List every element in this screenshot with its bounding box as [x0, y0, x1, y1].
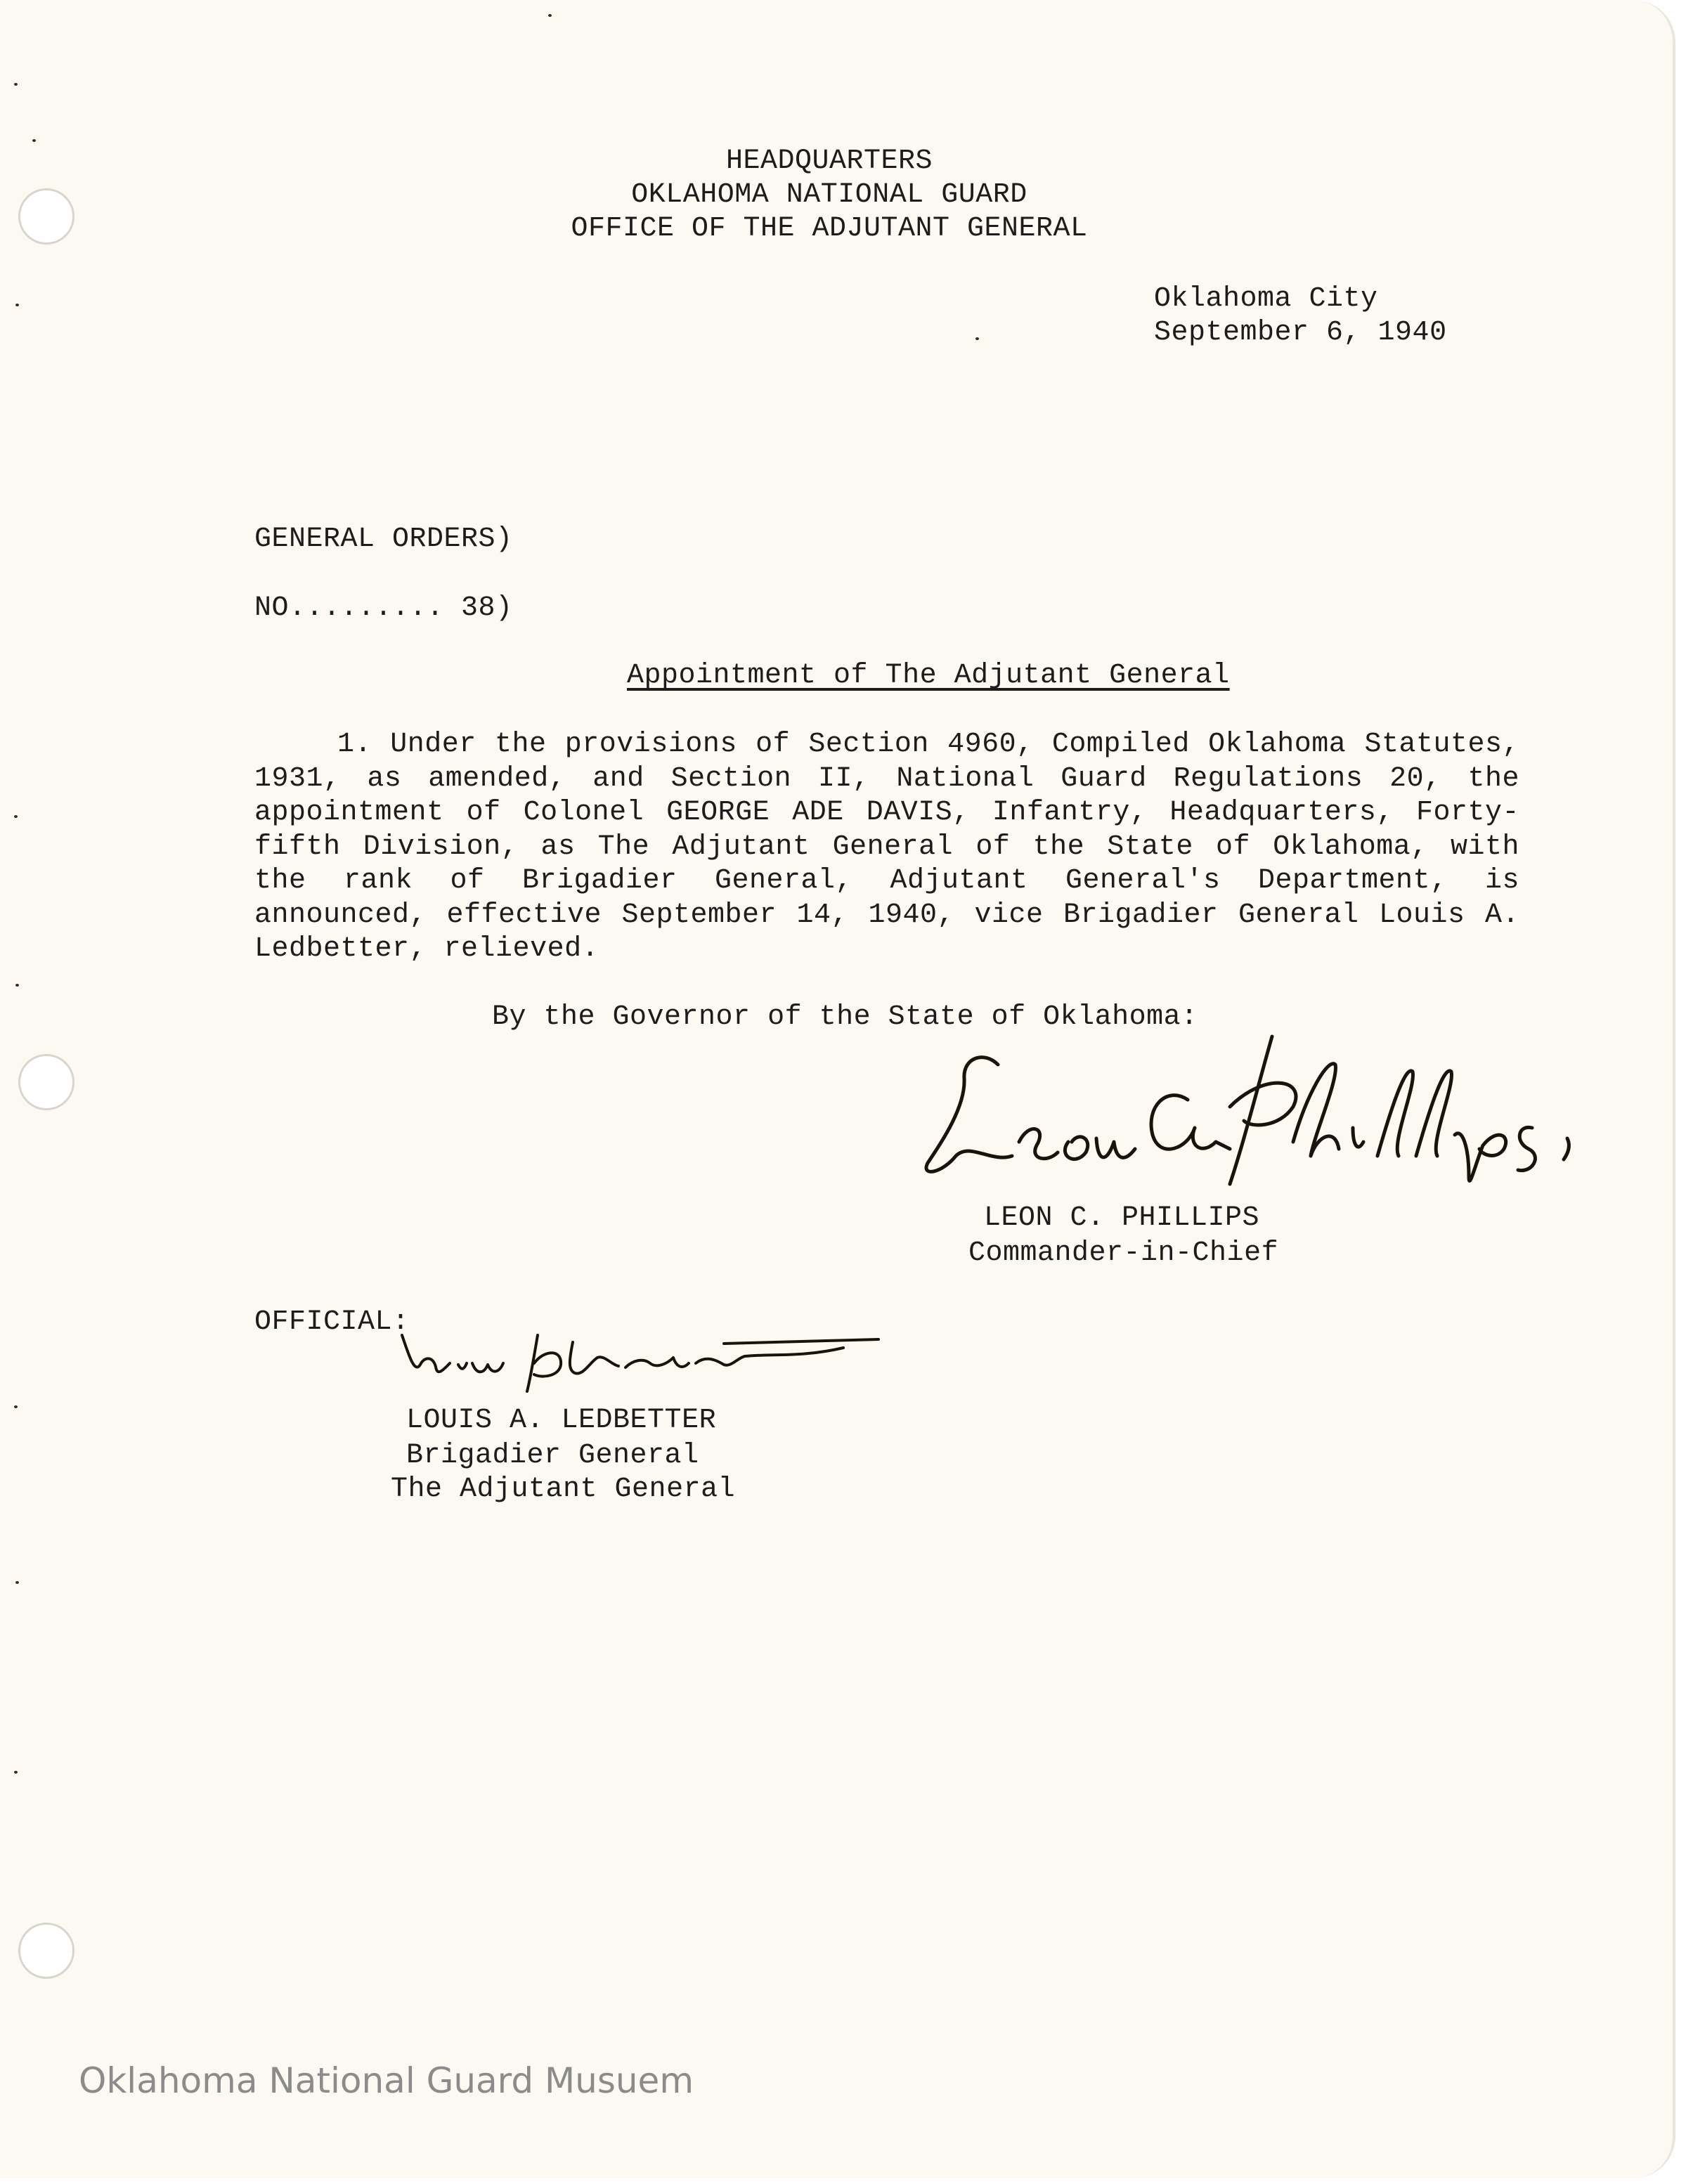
general-orders-label: GENERAL ORDERS) — [254, 524, 513, 555]
official-label: OFFICIAL: — [254, 1306, 410, 1338]
paper-speck — [975, 337, 979, 340]
museum-watermark: Oklahoma National Guard Musuem — [79, 2060, 694, 2101]
date: September 6, 1940 — [1154, 317, 1447, 349]
phillips-title: Commander-in-Chief — [968, 1237, 1279, 1269]
paper-speck — [14, 1771, 18, 1774]
paper-speck — [15, 1581, 19, 1584]
ledbetter-signature — [394, 1314, 900, 1405]
paper-speck — [32, 139, 36, 142]
ledbetter-title: The Adjutant General — [391, 1474, 736, 1505]
phillips-name: LEON C. PHILLIPS — [984, 1202, 1260, 1234]
header-line-2: OKLAHOMA NATIONAL GUARD — [631, 179, 1027, 211]
punch-hole — [18, 1923, 74, 1979]
body-paragraph: 1. Under the provisions of Section 4960, Compiled Oklahoma Statutes, 1931, as amended, and Section II, National Guard Regulations 20, the appointment of Colonel GEORGE ADE DAVIS, Infantry, Headquarters, Forty-fifth Division, as The Adjutant General of the State of Oklahoma, with the rank of Brigadier General, Adjutant General's Department, is announced, effective September 14, 1940, vice Brigadier General Louis A. Ledbetter, relieved. — [254, 729, 1519, 965]
order-number: NO......... 38) — [254, 592, 513, 624]
header-line-3: OFFICE OF THE ADJUTANT GENERAL — [571, 213, 1088, 245]
paper-speck — [548, 14, 552, 17]
paper-speck — [15, 984, 19, 987]
phillips-signature — [914, 1022, 1581, 1205]
paper-speck — [14, 1405, 18, 1408]
punch-hole — [18, 188, 74, 245]
subject-title: Appointment of The Adjutant General — [627, 660, 1230, 691]
paper-speck — [15, 304, 19, 306]
ledbetter-name: LOUIS A. LEDBETTER — [406, 1405, 717, 1436]
header-line-1: HEADQUARTERS — [725, 145, 933, 177]
paper-speck — [14, 815, 18, 818]
paper-speck — [14, 83, 18, 86]
authority-line: By the Governor of the State of Oklahoma: — [492, 1001, 1198, 1033]
ledbetter-rank: Brigadier General — [406, 1440, 699, 1471]
city: Oklahoma City — [1154, 283, 1378, 315]
punch-hole — [18, 1054, 74, 1110]
